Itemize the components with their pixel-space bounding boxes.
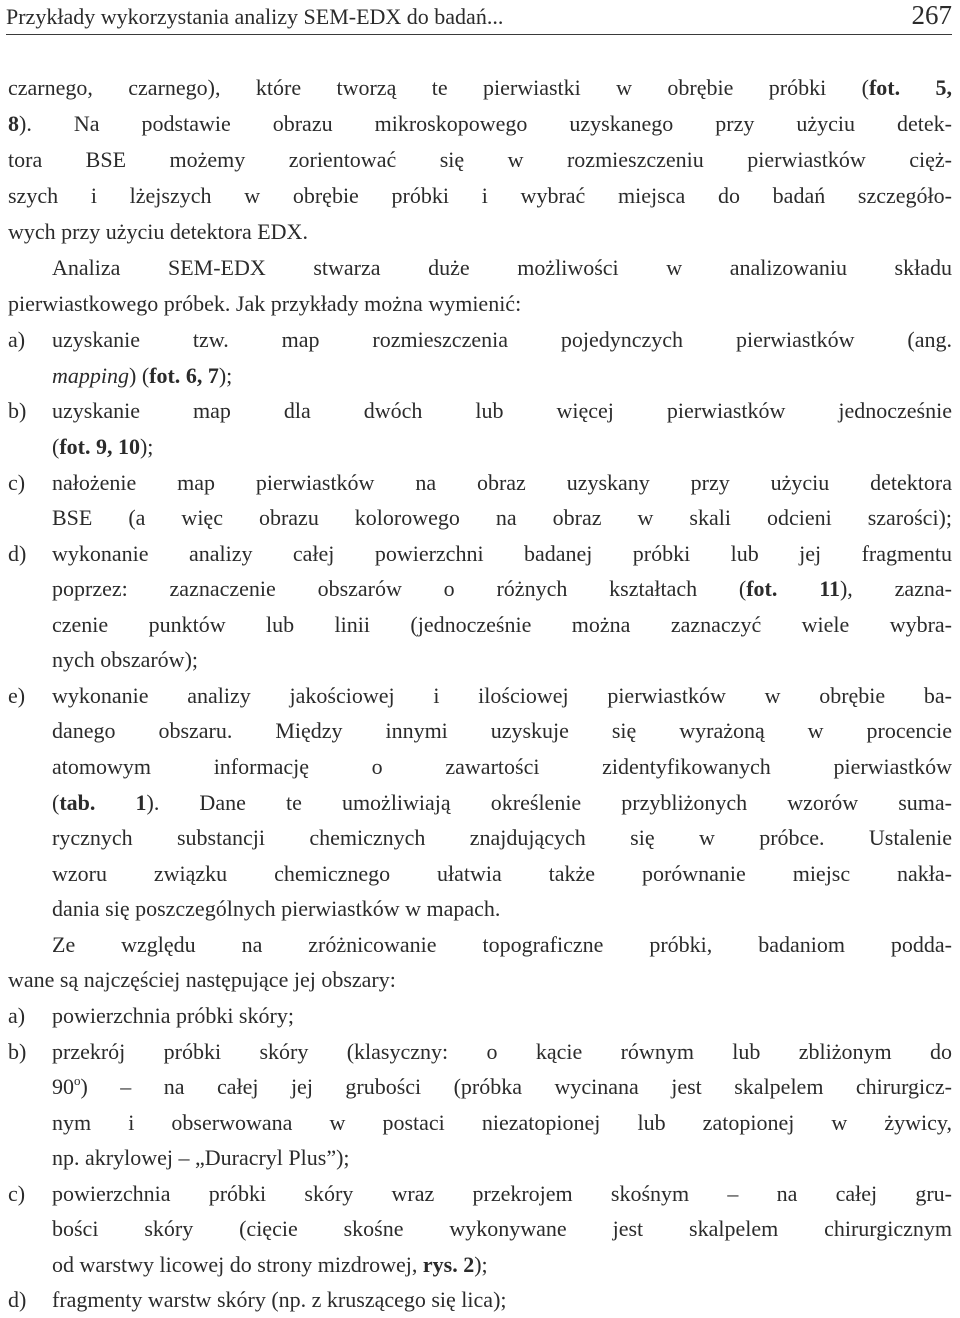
list-item-line: czenie punktów lub linii (jednocześnie można zaznaczyć wiele wybra-: [52, 612, 952, 637]
list-item-line: atomowym informację o zawartości zidentyfikowanych pierwiastków: [52, 754, 952, 779]
list-item-line: uzyskanie tzw. map rozmieszczenia pojedynczych pierwiastków (ang.: [52, 327, 952, 352]
text-line: Analiza SEM-EDX stwarza duże możliwości w analizowaniu składu: [52, 255, 952, 280]
text-line: wych przy użyciu detektora EDX.: [8, 219, 308, 244]
list-marker: c): [8, 470, 26, 495]
list-marker: a): [8, 1003, 26, 1028]
text-line: pierwiastkowego próbek. Jak przykłady można wymienić:: [8, 291, 522, 316]
list-marker: d): [8, 1287, 27, 1312]
list-item-line: fragmenty warstw skóry (np. z kruszącego się lica);: [52, 1287, 507, 1312]
page-number: 267: [911, 0, 952, 30]
list-item-line: uzyskanie map dla dwóch lub więcej pierwiastków jednocześnie: [52, 398, 952, 423]
list-item-line: 90$^o$) – na całej jej grubości (próbka wycinana jest skalpelem chirurgicz-: [52, 1073, 952, 1099]
text-line: 8). Na podstawie obrazu mikroskopowego uzyskanego przy użyciu detek-: [8, 111, 952, 136]
list-item-line: mapping) (fot. 6, 7);: [52, 363, 233, 388]
list-marker: c): [8, 1181, 26, 1206]
list-item-line: wzoru związku chemicznego ułatwia także porównanie miejsc nakła-: [52, 861, 952, 886]
list-marker: d): [8, 541, 27, 566]
list-item-line: od warstwy licowej do strony mizdrowej, rys. 2);: [52, 1252, 488, 1277]
list-item-line: (fot. 9, 10);: [52, 434, 154, 459]
list-item-line: (tab. 1). Dane te umożliwiają określenie przybliżonych wzorów suma-: [52, 790, 952, 815]
text-line: wane są najczęściej następujące jej obszary:: [8, 967, 396, 992]
list-item-line: np. akrylowej – „Duracryl Plus”);: [52, 1145, 350, 1170]
list-item-line: nym i obserwowana w postaci niezatopionej lub zatopionej w żywicy,: [52, 1110, 952, 1135]
text-line: tora BSE możemy zorientować się w rozmieszczeniu pierwiastków cięż-: [8, 147, 952, 172]
list-item-line: powierzchnia próbki skóry wraz przekrojem skośnym – na całej gru-: [52, 1181, 952, 1206]
list-item-line: danego obszaru. Między innymi uzyskuje się wyrażoną w procencie: [52, 718, 952, 743]
running-title: Przykłady wykorzystania analizy SEM-EDX do badań...: [6, 4, 504, 29]
list-marker: e): [8, 683, 26, 708]
list-item-line: powierzchnia próbki skóry;: [52, 1003, 294, 1028]
list-item-line: przekrój próbki skóry (klasyczny: o kącie równym lub zbliżonym do: [52, 1039, 952, 1064]
text-line: czarnego, czarnego), które tworzą te pierwiastki w obrębie próbki (fot. 5,: [8, 75, 952, 100]
list-item-line: rycznych substancji chemicznych znajdujących się w próbce. Ustalenie: [52, 825, 952, 850]
list-item-line: dania się poszczególnych pierwiastków w mapach.: [52, 896, 501, 921]
text-line: szych i lżejszych w obrębie próbki i wybrać miejsca do badań szczegóło-: [8, 183, 952, 208]
list-item-line: wykonanie analizy całej powierzchni badanej próbki lub jej fragmentu: [52, 541, 952, 566]
list-item-line: nałożenie map pierwiastków na obraz uzyskany przy użyciu detektora: [52, 470, 952, 495]
text-line: Ze względu na zróżnicowanie topograficzne próbki, badaniom podda-: [52, 932, 952, 957]
list-item-line: BSE (a więc obrazu kolorowego na obraz w skali odcieni szarości);: [52, 505, 952, 530]
list-marker: a): [8, 327, 26, 352]
running-header: [6, 0, 952, 35]
list-marker: b): [8, 398, 27, 423]
list-item-line: poprzez: zaznaczenie obszarów o różnych kształtach (fot. 11), zazna-: [52, 576, 952, 601]
list-item-line: bości skóry (cięcie skośne wykonywane jest skalpelem chirurgicznym: [52, 1216, 952, 1241]
list-marker: b): [8, 1039, 27, 1064]
list-item-line: nych obszarów);: [52, 647, 199, 672]
list-item-line: wykonanie analizy jakościowej i ilościowej pierwiastków w obrębie ba-: [52, 683, 952, 708]
